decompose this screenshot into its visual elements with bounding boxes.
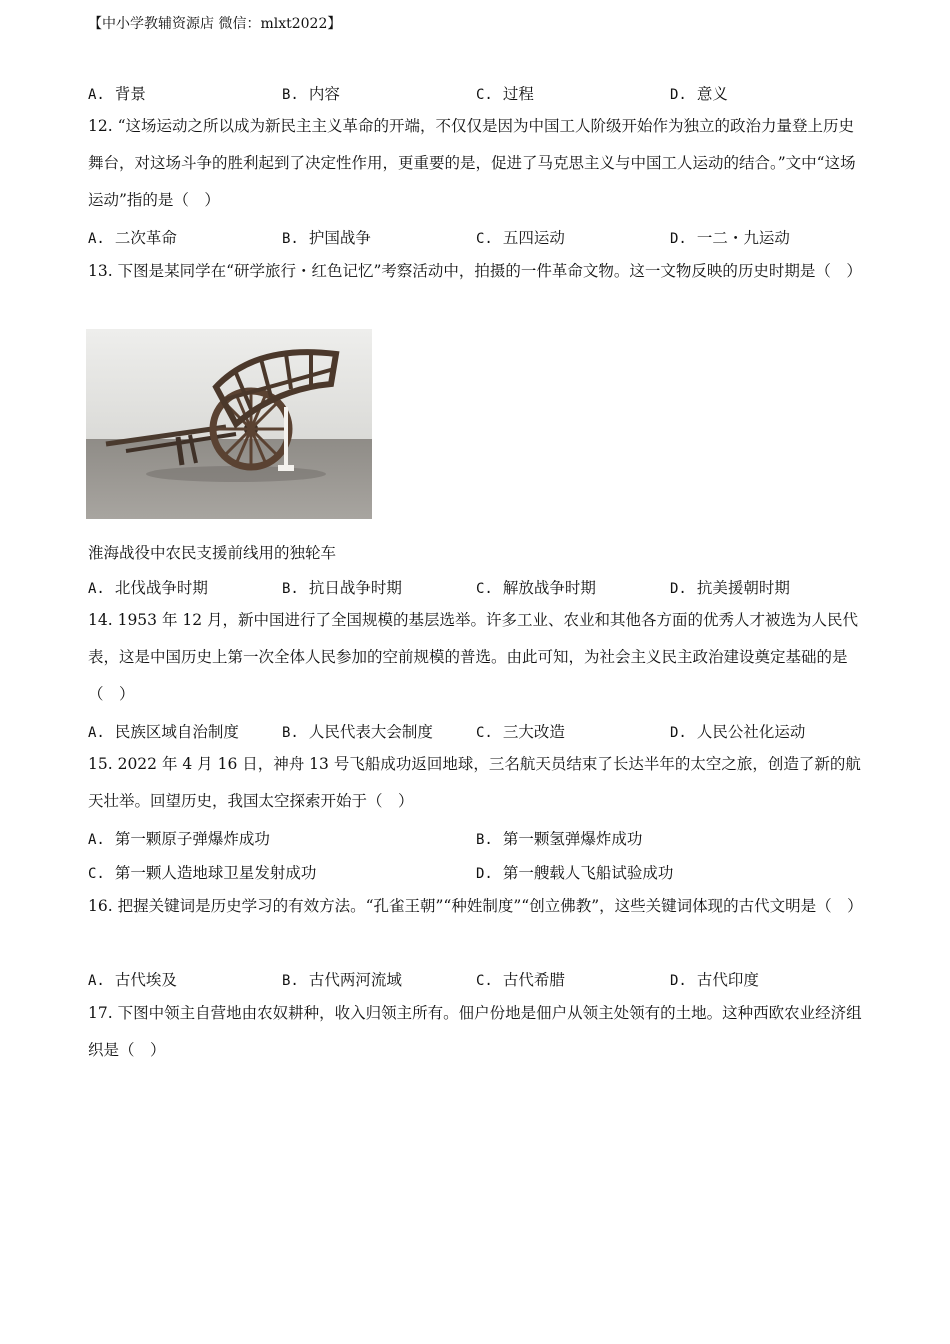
q12-option-c[interactable]: C. 五四运动: [476, 229, 565, 247]
q11-option-b[interactable]: B. 内容: [282, 85, 340, 103]
q14-stem: 14. 1953 年 12 月，新中国进行了全国规模的基层选举。许多工业、农业和其他各方面的优秀人才被选为人民代表，这是中国历史上第一次全体人民参加的空前规模的普选。由此可知，为社会主义民主政治建设奠定基础的是（ ）: [88, 611, 859, 703]
q13-option-c[interactable]: C. 解放战争时期: [476, 579, 596, 597]
q16-option-a[interactable]: A. 古代埃及: [88, 971, 177, 989]
q13-option-b[interactable]: B. 抗日战争时期: [282, 579, 402, 597]
q14-option-c[interactable]: C. 三大改造: [476, 723, 565, 741]
q15-option-a[interactable]: A. 第一颗原子弹爆炸成功: [88, 830, 270, 848]
q15-stem: 15. 2022 年 4 月 16 日，神舟 13 号飞船成功返回地球，三名航天员结束了长达半年的太空之旅，创造了新的航天壮举。回望历史，我国太空探索开始于（ ）: [88, 755, 861, 810]
q15-option-b[interactable]: B. 第一颗氢弹爆炸成功: [476, 830, 643, 848]
q11-option-a[interactable]: A. 背景: [88, 85, 146, 103]
q14-option-b[interactable]: B. 人民代表大会制度: [282, 723, 433, 741]
q11-option-c[interactable]: C. 过程: [476, 85, 534, 103]
q13-option-d[interactable]: D. 抗美援朝时期: [670, 579, 790, 597]
q16-option-c[interactable]: C. 古代希腊: [476, 971, 565, 989]
q14-option-d[interactable]: D. 人民公社化运动: [670, 723, 806, 741]
q16-stem: 16. 把握关键词是历史学习的有效方法。“孔雀王朝”“种姓制度”“创立佛教”，这些关键词体现的古代文明是（ ）: [88, 897, 863, 915]
q16-option-d[interactable]: D. 古代印度: [670, 971, 759, 989]
q13-stem: 13. 下图是某同学在“研学旅行・红色记忆”考察活动中，拍摄的一件革命文物。这一文物反映的历史时期是（ ）: [88, 262, 862, 280]
q16-option-b[interactable]: B. 古代两河流域: [282, 971, 402, 989]
q12-stem: 12. “这场运动之所以成为新民主主义革命的开端，不仅仅是因为中国工人阶级开始作为独立的政治力量登上历史舞台，对这场斗争的胜利起到了决定性作用，更重要的是，促进了马克思主义与中国工人运动的结合。”文中“这场运动”指的是（ ）: [88, 117, 856, 209]
q17-stem: 17. 下图中领主自营地由农奴耕种，收入归领主所有。佃户份地是佃户从领主处领有的土地。这种西欧农业经济组织是（ ）: [88, 1004, 862, 1059]
q12-option-d[interactable]: D. 一二・九运动: [670, 229, 790, 247]
q13-photo-caption: 淮海战役中农民支援前线用的独轮车: [88, 544, 337, 562]
q14-option-a[interactable]: A. 民族区域自治制度: [88, 723, 239, 741]
page-header: 【中小学教辅资源店 微信：mlxt2022】: [88, 16, 342, 32]
wheelbarrow-photo: [86, 329, 372, 519]
q15-option-c[interactable]: C. 第一颗人造地球卫星发射成功: [88, 864, 317, 882]
q12-option-a[interactable]: A. 二次革命: [88, 229, 177, 247]
q13-option-a[interactable]: A. 北伐战争时期: [88, 579, 208, 597]
q15-option-d[interactable]: D. 第一艘载人飞船试验成功: [476, 864, 674, 882]
q11-option-d[interactable]: D. 意义: [670, 85, 728, 103]
q12-option-b[interactable]: B. 护国战争: [282, 229, 371, 247]
